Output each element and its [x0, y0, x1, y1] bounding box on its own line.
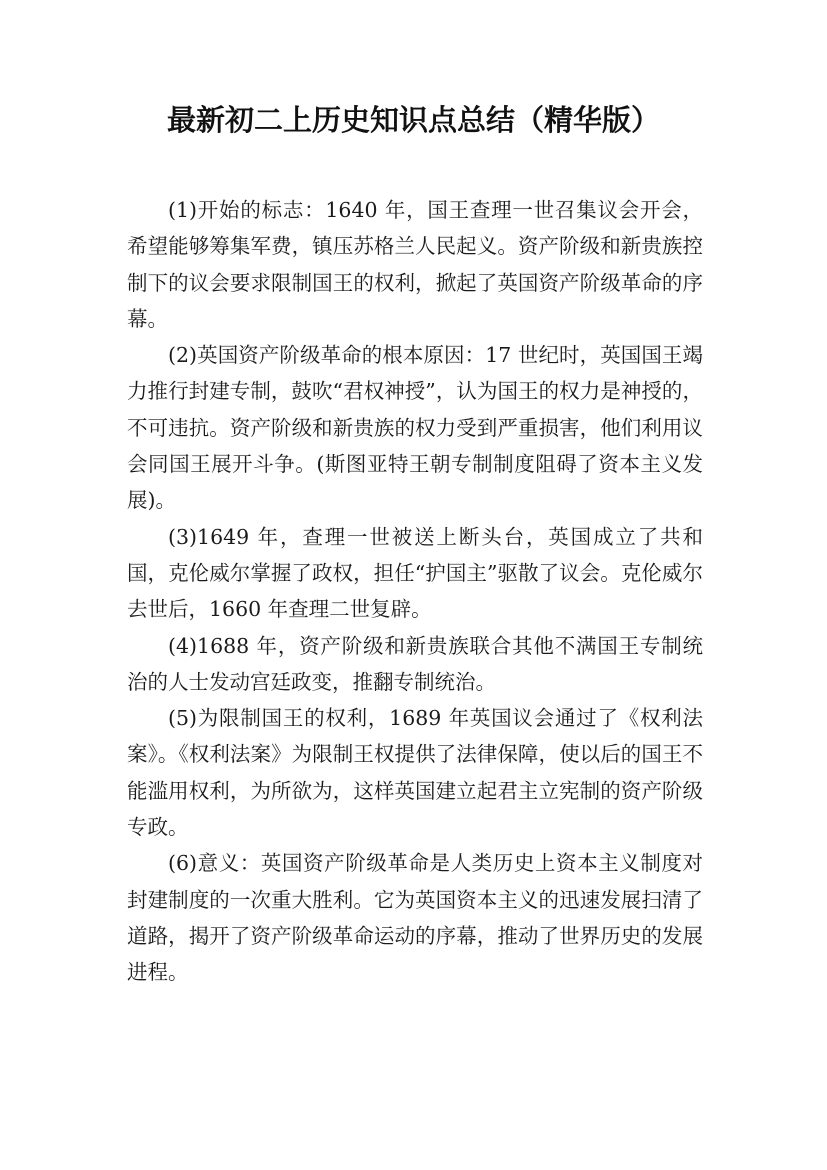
document-title: 最新初二上历史知识点总结（精华版） — [166, 103, 660, 137]
paragraph-1: (1)开始的标志：1640 年，国王查理一世召集议会开会，希望能够筹集军费，镇压苏格兰人民起义。资产阶级和新贵族控制下的议会要求限制国王的权利，掀起了英国资产阶级革命的序幕。 — [127, 198, 703, 331]
paragraph-4: (4)1688 年，资产阶级和新贵族联合其他不满国王专制统治的人士发动宫廷政变，推翻专制统治。 — [127, 633, 703, 694]
paragraph-6: (6)意义：英国资产阶级革命是人类历史上资本主义制度对封建制度的一次重大胜利。它为英国资本主义的迅速发展扫清了道路，揭开了资产阶级革命运动的序幕，推动了世界历史的发展进程。 — [127, 851, 703, 985]
document-body — [127, 192, 703, 991]
paragraph-2: (2)英国资产阶级革命的根本原因：17 世纪时，英国国王竭力推行封建专制，鼓吹“君权神授”，认为国王的权力是神授的，不可违抗。资产阶级和新贵族的权力受到严重损害，他们利用议会同国王展开斗争。(斯图亚特王朝专制制度阻碍了资本主义发展)。 — [127, 343, 703, 513]
paragraph-5: (5)为限制国王的权利，1689 年英国议会通过了《权利法案》。《权利法案》为限制王权提供了法律保障，使以后的国王不能滥用权利，为所欲为，这样英国建立起君主立宪制的资产阶级专政。 — [127, 706, 703, 840]
paragraph-3: (3)1649 年，查理一世被送上断头台，英国成立了共和国，克伦威尔掌握了政权，担任“护国主”驱散了议会。克伦威尔去世后，1660 年查理二世复辟。 — [127, 524, 703, 622]
